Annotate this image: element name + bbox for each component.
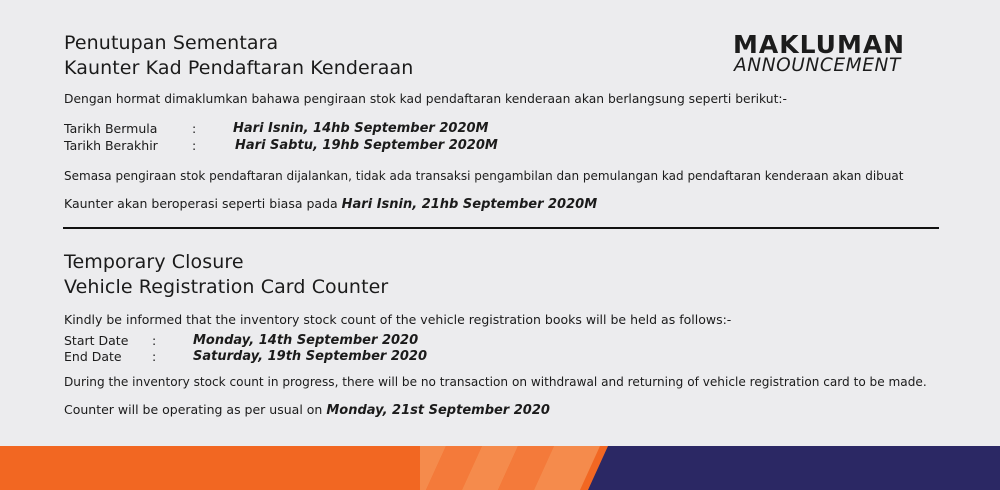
- malay-resume: [64, 196, 597, 213]
- malay-title-line1: Penutupan Sementara: [64, 32, 279, 54]
- malay-resume-date: Hari Isnin, 21hb September 2020M: [341, 197, 598, 212]
- english-resume-date: Monday, 21st September 2020: [326, 403, 550, 418]
- english-end-date: Saturday, 19th September 2020: [193, 349, 428, 364]
- english-title-line2: Vehicle Registration Card Counter: [64, 276, 389, 298]
- logo-announcement: ANNOUNCEMENT: [734, 55, 901, 76]
- malay-start-label: Tarikh Bermula: [64, 121, 158, 136]
- english-start-colon: :: [152, 333, 157, 348]
- malay-intro: Dengan hormat dimaklumkan bahawa pengiraan stok kad pendaftaran kenderaan akan berlangsung seperti berikut:-: [64, 92, 787, 106]
- logo-makluman: MAKLUMAN: [733, 30, 906, 59]
- english-resume: [64, 402, 550, 419]
- footer-stripe: [0, 446, 1000, 490]
- english-intro: Kindly be informed that the inventory stock count of the vehicle registration books will be held as follows:-: [64, 312, 732, 327]
- footer-navy-band: [588, 446, 1000, 490]
- malay-note: Semasa pengiraan stok pendaftaran dijalankan, tidak ada transaksi pengambilan dan pemulangan kad pendaftaran kenderaan akan dibuat: [64, 169, 904, 183]
- malay-start-colon: :: [192, 121, 197, 136]
- english-title-line1: Temporary Closure: [64, 251, 244, 273]
- english-start-label: Start Date: [64, 333, 129, 348]
- english-start-date: Monday, 14th September 2020: [193, 333, 419, 348]
- english-end-colon: :: [152, 349, 157, 364]
- section-divider: [63, 227, 939, 229]
- malay-end-date: Hari Sabtu, 19hb September 2020M: [235, 138, 498, 153]
- malay-title-line2: Kaunter Kad Pendaftaran Kenderaan: [64, 57, 414, 79]
- english-note: During the inventory stock count in progress, there will be no transaction on withdrawal and returning of vehicle registration card to be made.: [64, 375, 927, 389]
- malay-end-label: Tarikh Berakhir: [64, 138, 158, 153]
- english-resume-text: Counter will be operating as per usual on: [64, 402, 323, 417]
- english-end-label: End Date: [64, 349, 122, 364]
- malay-start-date: Hari Isnin, 14hb September 2020M: [233, 121, 489, 136]
- malay-end-colon: :: [192, 138, 197, 153]
- malay-resume-text: Kaunter akan beroperasi seperti biasa pada: [64, 196, 338, 211]
